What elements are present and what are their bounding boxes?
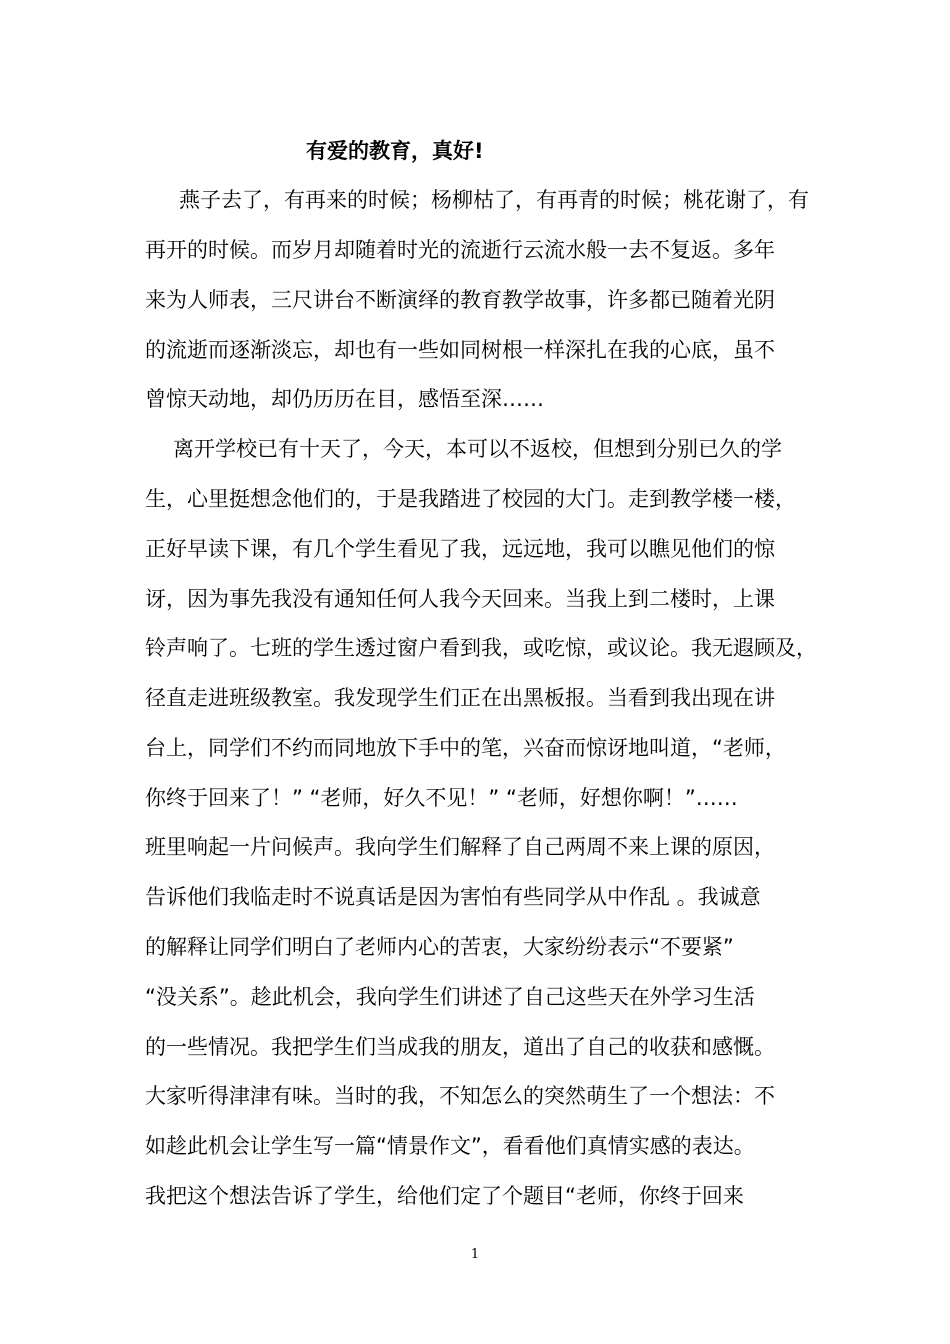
page-number: 1 xyxy=(470,1247,480,1262)
body-line: 曾惊天动地，却仍历历在目，感悟至深…… xyxy=(145,387,544,411)
body-line: 讶，因为事先我没有通知任何人我今天回来。当我上到二楼时，上课 xyxy=(145,587,775,611)
body-line: 径直走进班级教室。我发现学生们正在出黑板报。当看到我出现在讲 xyxy=(145,686,775,710)
body-line: 我把这个想法告诉了学生，给他们定了个题目“老师，你终于回来 xyxy=(145,1184,744,1208)
body-line: 班里响起一片问候声。我向学生们解释了自己两周不来上课的原因， xyxy=(145,835,775,859)
body-line: 大家听得津津有味。当时的我，不知怎么的突然萌生了一个想法：不 xyxy=(145,1084,775,1108)
body-line: 正好早读下课，有几个学生看见了我，远远地，我可以瞧见他们的惊 xyxy=(145,537,775,561)
body-line: 来为人师表，三尺讲台不断演绎的教育教学故事，许多都已随着光阴 xyxy=(145,288,775,312)
body-line: 的一些情况。我把学生们当成我的朋友，道出了自己的收获和感慨。 xyxy=(145,1035,775,1059)
body-line: 你终于回来了！” “老师，好久不见！” “老师，好想你啊！”…… xyxy=(145,786,738,810)
body-line: 的流逝而逐渐淡忘，却也有一些如同树根一样深扎在我的心底，虽不 xyxy=(145,338,775,362)
body-line: 台上，同学们不约而同地放下手中的笔，兴奋而惊讶地叫道，“老师， xyxy=(145,736,786,760)
body-line: 燕子去了，有再来的时候；杨柳枯了，有再青的时候；桃花谢了，有 xyxy=(179,188,809,212)
body-line: 铃声响了。七班的学生透过窗户看到我，或吃惊，或议论。我无遐顾及， xyxy=(145,636,817,660)
body-line: 告诉他们我临走时不说真话是因为害怕有些同学从中作乱 。我诚意 xyxy=(145,885,761,909)
body-line: “没关系”。趁此机会，我向学生们讲述了自己这些天在外学习生活 xyxy=(145,985,755,1009)
body-line: 生，心里挺想念他们的，于是我踏进了校园的大门。走到教学楼一楼， xyxy=(145,487,796,511)
body-line: 的解释让同学们明白了老师内心的苦衷，大家纷纷表示“不要紧” xyxy=(145,935,734,959)
document-title: 有爱的教育，真好! xyxy=(306,139,484,163)
body-line: 如趁此机会让学生写一篇“情景作文”，看看他们真情实感的表达。 xyxy=(145,1134,755,1158)
body-line: 离开学校已有十天了，今天，本可以不返校，但想到分别已久的学 xyxy=(173,437,782,461)
body-line: 再开的时候。而岁月却随着时光的流逝行云流水般一去不复返。多年 xyxy=(145,238,775,262)
